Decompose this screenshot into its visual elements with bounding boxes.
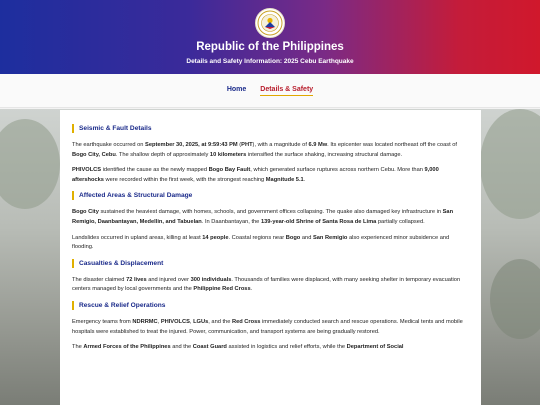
nav-home-link[interactable]: Home	[226, 86, 247, 93]
section-paragraph: The earthquake occurred on September 30, 2025, at 9:59:43 PM (PHT), with a magnitude of 6.9 Mw. Its epicenter was located northeast off the coast of Bogo City, Cebu. The shallow depth of approximately 10 kilometers intensified the surface shaking, increasing structural damage.	[72, 142, 458, 158]
site-header	[0, 0, 540, 74]
page-title: Republic of the Philippines	[196, 41, 344, 53]
section-paragraph: The disaster claimed 72 lives and injured over 300 individuals. Thousands of families were displaced, with many seeking shelter in temporary evacuation centers managed by local governments and the Philippine Red Cross.	[72, 276, 461, 293]
section-heading: Casualties & Displacement	[72, 259, 469, 268]
section-heading: Seismic & Fault Details	[72, 124, 469, 133]
section-paragraph: Bogo City sustained the heaviest damage, with homes, schools, and government offices collapsing. The quake also damaged key infrastructure in San Remigio, Daanbantayan, Medellin, and Tabuelan. In Daanbantayan, the 139-year-old Shrine of Santa Rosa de Lima partially collapsed.	[72, 209, 454, 225]
page-subtitle: Details and Safety Information: 2025 Cebu Earthquake	[186, 58, 354, 65]
main-nav	[0, 74, 540, 108]
section-heading: Rescue & Relief Operations	[72, 301, 469, 310]
philippine-seal-icon	[255, 8, 285, 38]
section-paragraph: The Armed Forces of the Philippines and the Coast Guard assisted in logistics and relief efforts, while the Department of Social	[72, 344, 404, 351]
section-heading: Affected Areas & Structural Damage	[72, 191, 469, 200]
section-paragraph: Emergency teams from NDRRMC, PHIVOLCS, LGUs, and the Red Cross immediately conducted search and rescue operations. Medical tents and mobile hospitals were established to treat the injured. Power, communication, and transport systems are being gradually restored.	[72, 318, 463, 335]
section-paragraph: PHIVOLCS identified the cause as the newly mapped Bogo Bay Fault, which generated surface ruptures across northern Cebu. More than 9,000 aftershocks were recorded within the first week, with the strongest reaching Magnitude 5.1.	[72, 167, 439, 183]
content-card	[60, 110, 481, 405]
section-paragraph: Landslides occurred in upland areas, killing at least 14 people. Coastal regions near Bogo and San Remigio also experienced minor subsidence and flooding.	[72, 234, 450, 251]
nav-details-safety-link[interactable]: Details & Safety	[260, 86, 313, 96]
